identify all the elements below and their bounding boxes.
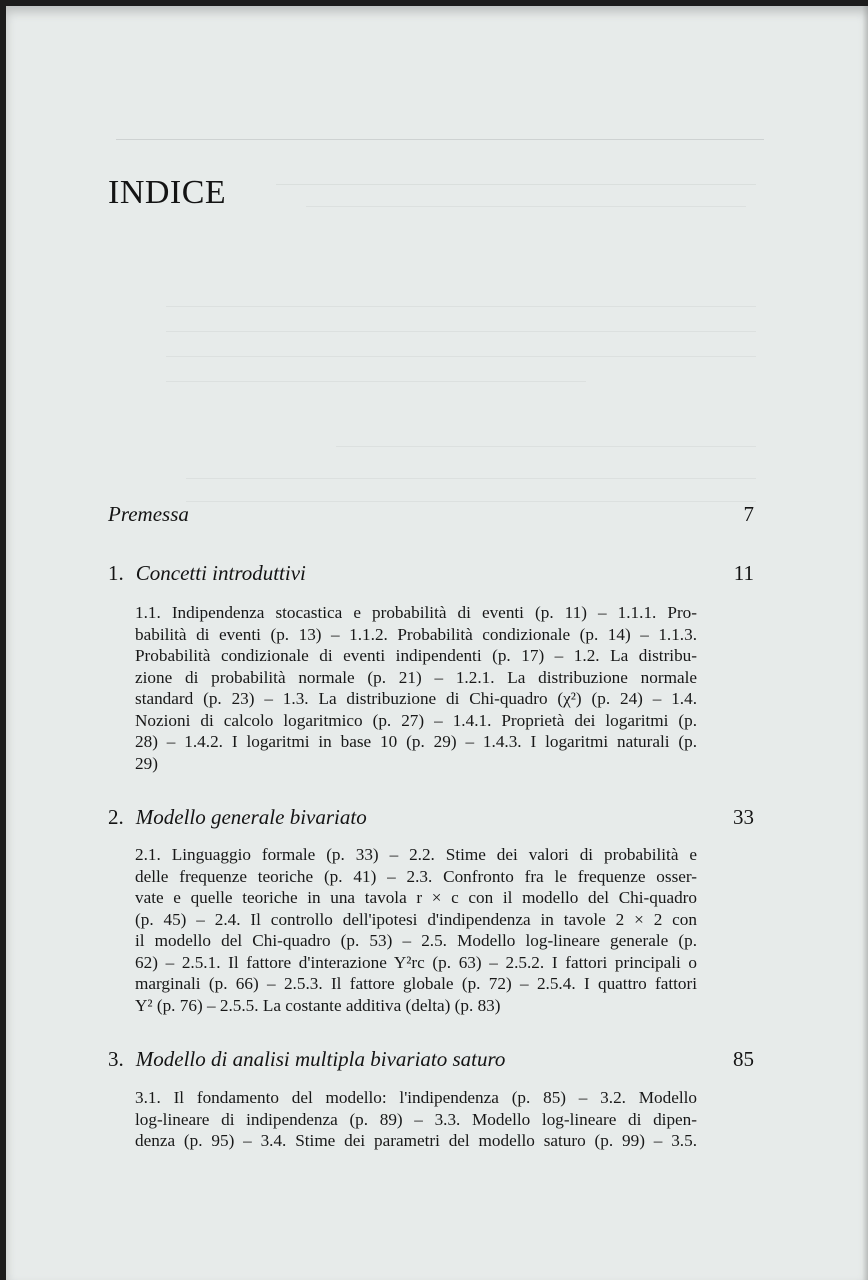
description-line: marginali (p. 66) – 2.5.3. Il fattore globale (p. 72) – 2.5.4. I quattro fattori [135,974,697,993]
bleedthrough-line [166,331,756,332]
description-line: babilità di eventi (p. 13) – 1.1.2. Probabilità condizionale (p. 14) – 1.1.3. [135,624,697,644]
description-line: (p. 45) – 2.4. Il controllo dell'ipotesi d'indipendenza in tavole 2 × 2 con [135,909,697,929]
description-line: il modello del Chi-quadro (p. 53) – 2.5. Modello log-lineare generale (p. [135,931,697,950]
bleedthrough-line [166,356,756,357]
description-line: 1.1. Indipendenza stocastica e probabilità di eventi (p. 11) – 1.1.1. Pro- [135,603,697,622]
toc-entry-page: 11 [733,561,754,585]
page-title: INDICE [108,174,227,211]
bleedthrough-rule [116,139,764,140]
page-edge-shadow [862,6,868,1280]
toc-entry-number: 3. [108,1047,124,1071]
toc-entry-page: 85 [733,1047,754,1071]
description-line: delle frequenze teoriche (p. 41) – 2.3. Confronto fra le frequenze osser- [135,866,697,886]
description-line: 62) – 2.5.1. Il fattore d'interazione Y²rc (p. 63) – 2.5.2. I fattori principali o [135,952,697,972]
toc-entry-description [135,844,697,1016]
bleedthrough-line [276,184,756,185]
toc-entry-title: Modello di analisi multipla bivariato saturo [135,1047,506,1071]
toc-entry-chapter-1 [108,561,754,586]
description-line: 29) [135,753,158,773]
bleedthrough-line [306,206,746,207]
toc-entry-chapter-3 [108,1047,754,1072]
toc-entry-number: 1. [108,561,124,585]
bleedthrough-line [166,306,756,307]
book-page [6,6,868,1280]
bleedthrough-line [336,446,756,447]
toc-entry-description [135,602,697,774]
toc-entry-title: Modello generale bivariato [135,805,367,829]
description-line: Y² (p. 76) – 2.5.5. La costante additiva (delta) (p. 83) [135,995,501,1015]
toc-entry-page: 33 [733,805,754,829]
description-line: Probabilità condizionale di eventi indipendenti (p. 17) – 1.2. La distribu- [135,646,697,665]
toc-entry-page: 7 [743,502,754,526]
description-line: zione di probabilità normale (p. 21) – 1.2.1. La distribuzione normale [135,667,697,687]
description-line: 3.1. Il fondamento del modello: l'indipendenza (p. 85) – 3.2. Modello [135,1088,697,1107]
description-line: 28) – 1.4.2. I logaritmi in base 10 (p. 29) – 1.4.3. I logaritmi naturali (p. [135,732,697,751]
description-line: standard (p. 23) – 1.3. La distribuzione di Chi-quadro (χ²) (p. 24) – 1.4. [135,689,697,708]
description-line: denza (p. 95) – 3.4. Stime dei parametri del modello saturo (p. 99) – 3.5. [135,1131,697,1150]
toc-entry-description [135,1087,697,1152]
bleedthrough-line [186,478,756,479]
toc-entry-title: Premessa [108,502,189,526]
description-line: 2.1. Linguaggio formale (p. 33) – 2.2. Stime dei valori di probabilità e [135,845,697,864]
toc-entry-chapter-2 [108,805,754,830]
toc-entry-title: Concetti introduttivi [135,561,306,585]
toc-entry-premessa [108,502,754,527]
description-line: vate e quelle teoriche in una tavola r × c con il modello del Chi-quadro [135,888,697,907]
bleedthrough-line [166,381,586,382]
description-line: Nozioni di calcolo logaritmico (p. 27) – 1.4.1. Proprietà dei logaritmi (p. [135,710,697,730]
toc-entry-number: 2. [108,805,124,829]
description-line: log-lineare di indipendenza (p. 89) – 3.3. Modello log-lineare di dipen- [135,1109,697,1129]
